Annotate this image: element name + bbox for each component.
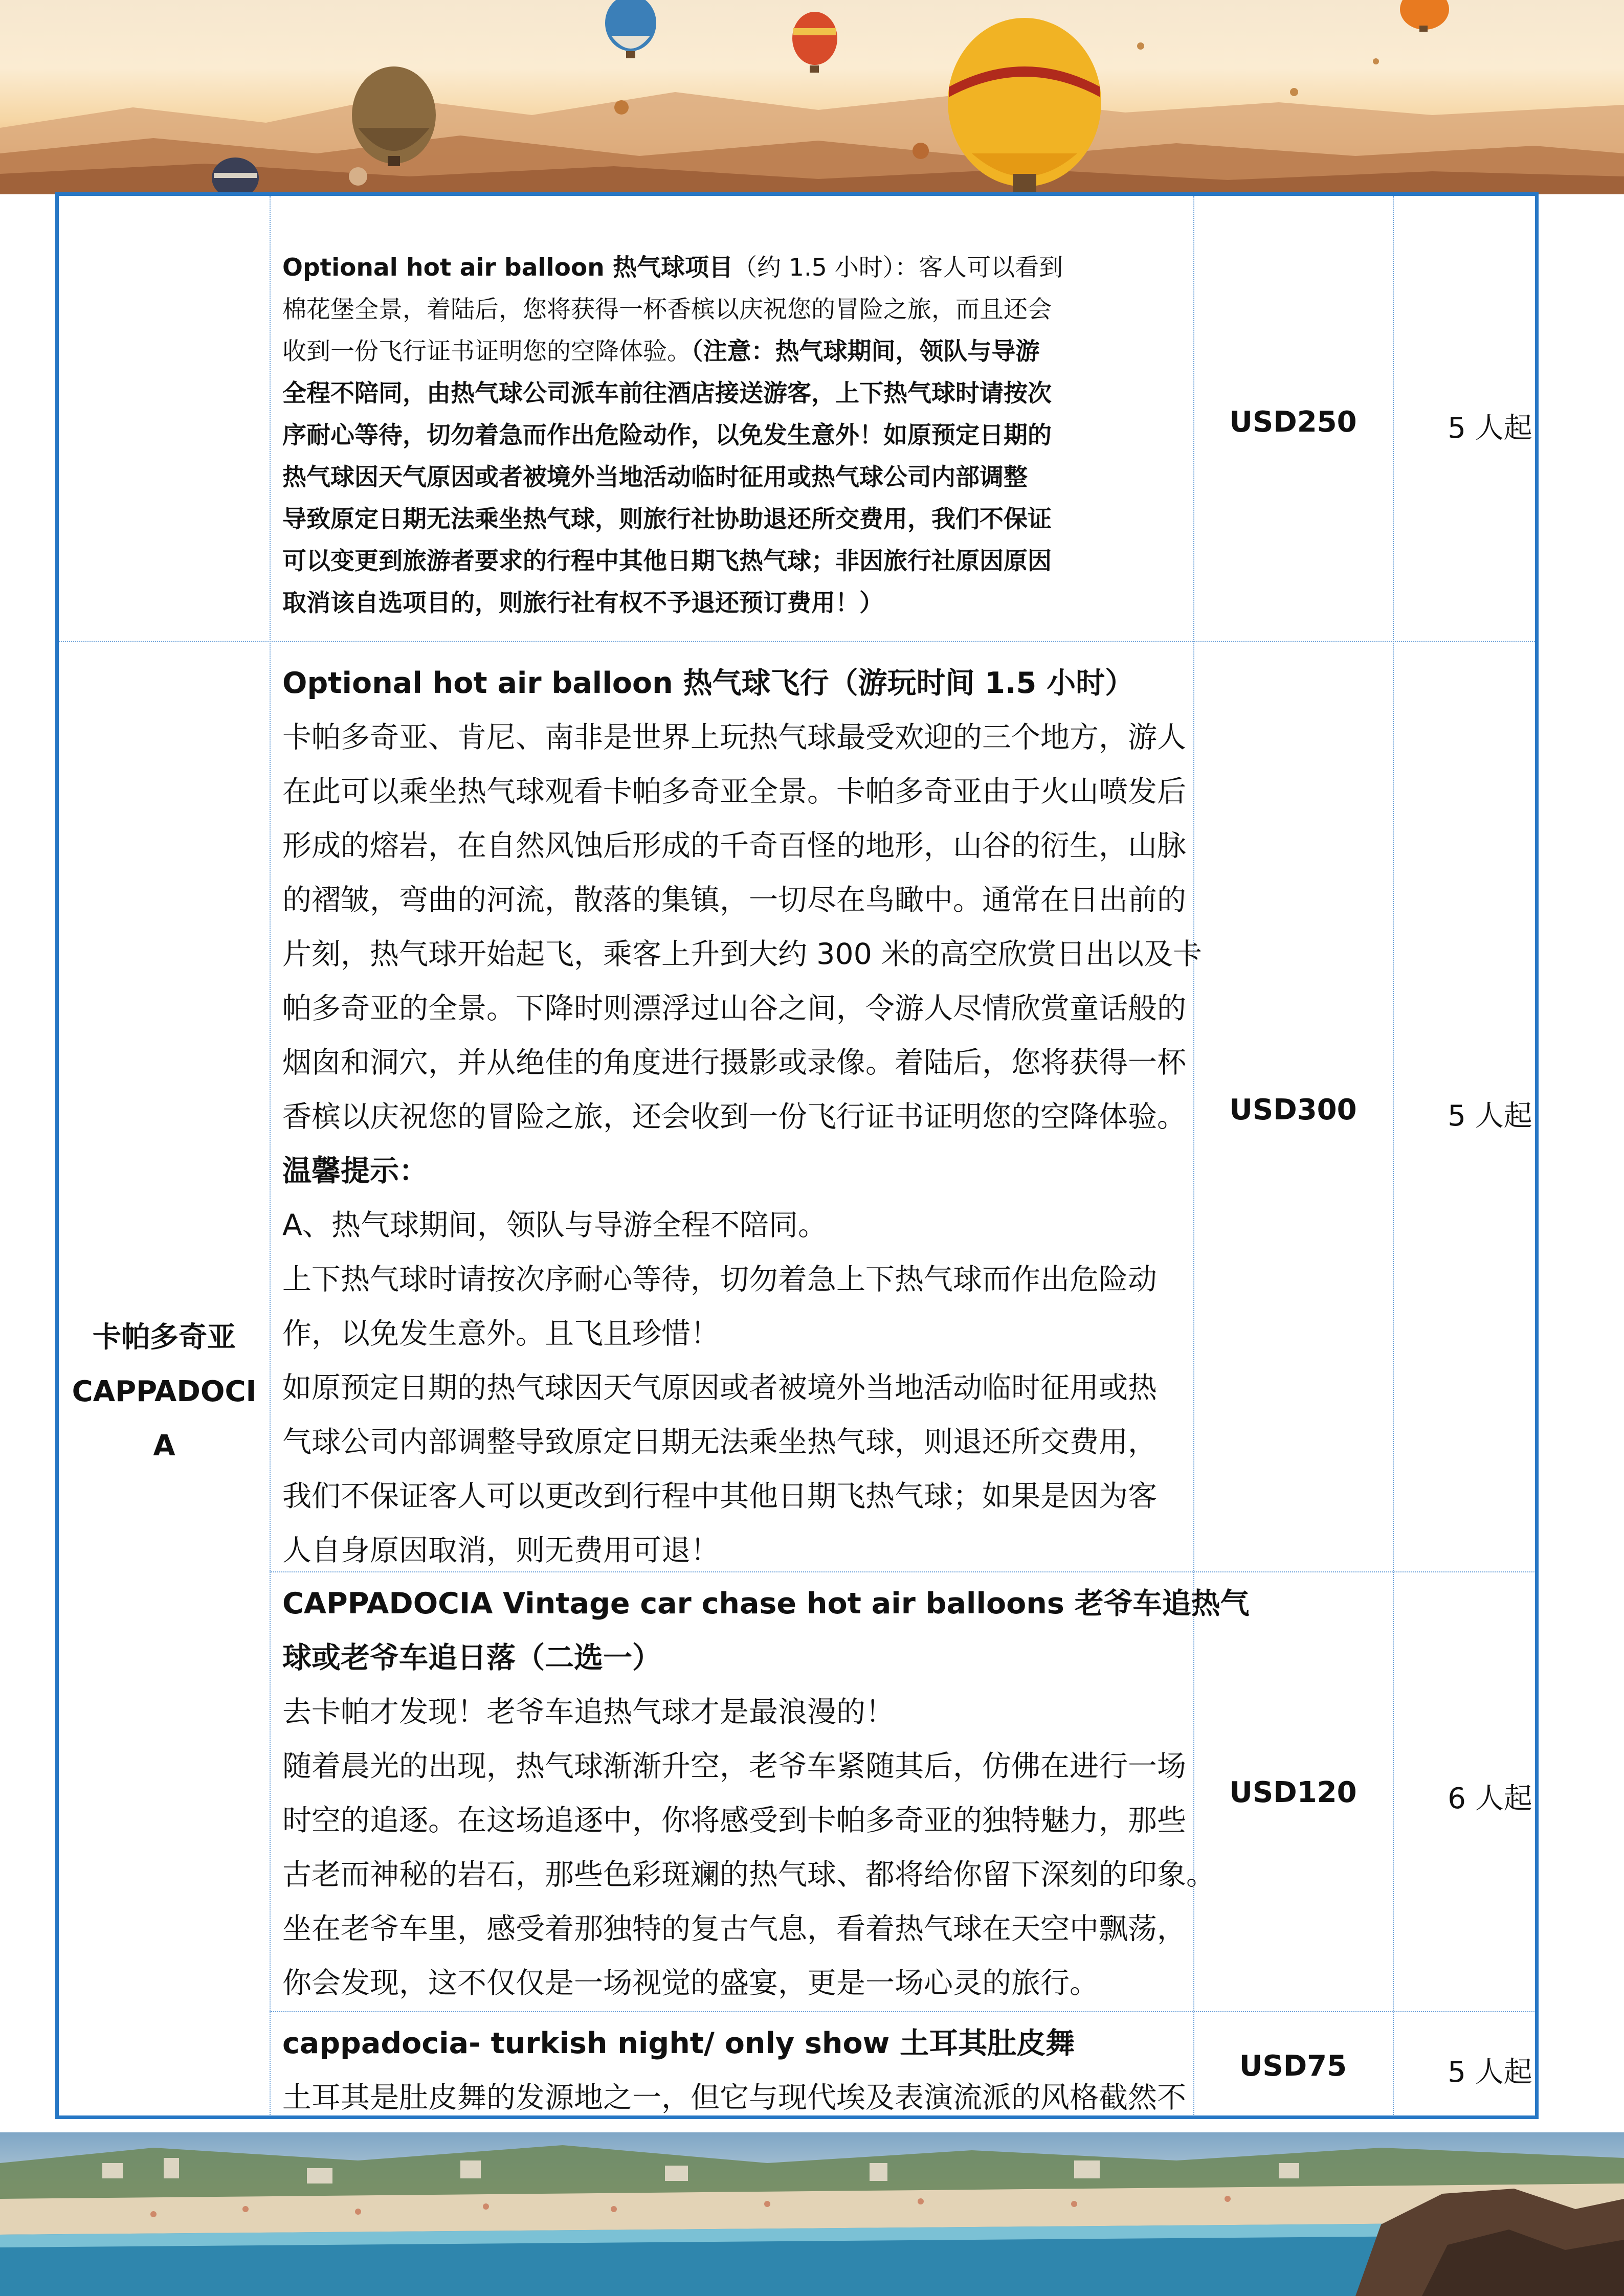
description-line [282,1252,1193,1307]
description-line [282,1144,1193,1198]
description-line [282,1415,1193,1469]
activity-description [282,247,1083,624]
description-line [282,1848,1215,1902]
description-text: 热气球因天气原因或者被境外当地活动临时征用或热气球公司内部调整 [282,463,1028,491]
description-text: 你会发现，这不仅仅是一场视觉的盛宴，更是一场心灵的旅行。 [282,1966,1099,2000]
description-text: A、热气球期间，领队与导游全程不陪同。 [282,1208,827,1242]
minimum-group-size: 5 人起 [1448,412,1532,445]
optional-activities-table [55,192,1539,2119]
region-name-en-line1: CAPPADOCI [72,1375,257,1408]
balloon-small-orange-icon [1400,0,1449,32]
region-label [59,1311,270,1473]
description-text: 烟囱和洞穴，并从绝佳的角度进行摄影或录像。着陆后，您将获得一杯 [282,1046,1186,1079]
activity-price: USD120 [1229,1776,1357,1809]
description-text: 片刻，热气球开始起飞，乘客上升到大约 300 米的高空欣赏日出以及卡 [282,937,1203,971]
description-line [282,1631,1193,1685]
description-text: 气球公司内部调整导致原定日期无法乘坐热气球，则退还所交费用， [282,1425,1157,1459]
description-line [282,1469,1193,1523]
description-line [282,457,1083,499]
beach-landscape-illustration [0,2132,1624,2296]
description-text: 棉花堡全景，着陆后，您将获得一杯香槟以庆祝您的冒险之旅，而且还会 [282,296,1052,324]
description-text: 香槟以庆祝您的冒险之旅，还会收到一份飞行证书证明您的空降体验。 [282,1100,1186,1134]
balloon-red-striped-icon [792,12,837,73]
description-text: Optional hot air balloon 热气球项目 [282,254,733,282]
description-text: （约 1.5 小时）：客人可以看到 [733,254,1063,282]
divider [1193,196,1194,2119]
description-text: 形成的熔岩，在自然风蚀后形成的千奇百怪的地形，山谷的衍生，山脉 [282,829,1186,863]
description-line [282,1036,1193,1090]
description-line [282,582,1083,624]
activity-description [282,1577,1250,2010]
header-banner-balloons [0,0,1624,194]
balloon-blue-icon [605,0,656,58]
description-line [282,415,1083,457]
description-text: 上下热气球时请按次序耐心等待，切勿着急上下热气球而作出危险动 [282,1263,1157,1296]
minimum-group-size: 5 人起 [1448,2056,1532,2089]
region-name-en-line2: A [153,1429,175,1462]
description-line [282,1739,1193,1793]
description-line [282,1307,1193,1361]
description-text: 如原预定日期的热气球因天气原因或者被境外当地活动临时征用或热 [282,1371,1157,1405]
description-line [282,1090,1193,1144]
description-text: 坐在老爷车里，感受着那独特的复古气息，看着热气球在天空中飘荡， [282,1912,1186,1946]
divider [270,2011,1538,2012]
footer-banner-beach [0,2132,1624,2296]
description-text: 导致原定日期无法乘坐热气球，则旅行社协助退还所交费用，我们不保证 [282,505,1052,533]
description-text: 时空的追逐。在这场追逐中，你将感受到卡帕多奇亚的独特魅力，那些 [282,1804,1186,1837]
description-text: Optional hot air balloon 热气球飞行（游玩时间 1.5 小时） [282,666,1134,700]
description-line [282,1685,1193,1739]
description-text: 在此可以乘坐热气球观看卡帕多奇亚全景。卡帕多奇亚由于火山喷发后 [282,775,1186,808]
description-text: 取消该自选项目的，则旅行社有权不予退还预订费用！） [282,589,883,617]
minimum-group-size: 5 人起 [1448,1099,1532,1133]
description-text: 收到一份飞行证书证明您的空降体验。 [282,337,691,366]
description-line [282,2070,1193,2119]
description-line [282,499,1083,541]
description-line [282,247,1083,289]
description-line [282,1956,1193,2010]
description-line [282,373,1083,415]
activity-price: USD250 [1229,406,1357,439]
description-line [282,927,1203,981]
description-line [282,1902,1193,1956]
description-line [282,1523,1193,1578]
description-text: 土耳其是肚皮舞的发源地之一，但它与现代埃及表演流派的风格截然不 [282,2081,1186,2114]
activity-price: USD75 [1239,2050,1347,2083]
description-text: 全程不陪同，由热气球公司派车前往酒店接送游客，上下热气球时请按次 [282,379,1052,408]
divider [59,641,1537,642]
description-line [282,2016,1193,2070]
description-text: 人自身原因取消，则无费用可退！ [282,1534,720,1567]
description-text: 序耐心等待，切勿着急而作出危险动作，以免发生意外！如原预定日期的 [282,421,1052,449]
description-text: CAPPADOCIA Vintage car chase hot air balloons 老爷车追热气 [282,1587,1250,1620]
description-line [282,981,1193,1036]
description-text: cappadocia- turkish night/ only show 土耳其肚皮舞 [282,2027,1075,2060]
minimum-group-size: 6 人起 [1448,1782,1532,1815]
description-text: 卡帕多奇亚、肯尼、南非是世界上玩热气球最受欢迎的三个地方，游人 [282,721,1186,754]
description-text: 古老而神秘的岩石，那些色彩斑斓的热气球、都将给你留下深刻的印象。 [282,1858,1215,1892]
description-line [282,1793,1193,1848]
activity-description [282,2016,1193,2119]
description-line [282,656,1193,710]
description-text: 帕多奇亚的全景。下降时则漂浮过山谷之间，令游人尽情欣赏童话般的 [282,992,1186,1025]
description-line [282,873,1193,927]
description-text: （注意：热气球期间，领队与导游 [691,337,1040,366]
description-line [282,1577,1250,1631]
description-line [282,1198,1193,1252]
description-text: 作，以免发生意外。且飞且珍惜！ [282,1317,720,1350]
description-text: 我们不保证客人可以更改到行程中其他日期飞热气球；如果是因为客 [282,1479,1157,1513]
description-line [282,289,1083,331]
description-line [282,710,1193,764]
description-text: 去卡帕才发现！老爷车追热气球才是最浪漫的！ [282,1695,895,1729]
divider [1393,196,1394,2119]
description-text: 可以变更到旅游者要求的行程中其他日期飞热气球；非因旅行社原因原因 [282,547,1052,575]
activity-description [282,656,1203,1578]
description-line [282,541,1083,582]
description-text: 温馨提示： [282,1154,428,1188]
region-name-cn: 卡帕多奇亚 [93,1321,236,1354]
description-line [282,764,1193,819]
description-text: 球或老爷车追日落（二选一） [282,1641,661,1675]
description-text: 的褶皱，弯曲的河流，散落的集镇，一切尽在鸟瞰中。通常在日出前的 [282,883,1186,917]
description-text: 随着晨光的出现，热气球渐渐升空，老爷车紧随其后，仿佛在进行一场 [282,1749,1186,1783]
activity-price: USD300 [1229,1093,1357,1127]
description-line [282,1361,1193,1415]
description-line [282,819,1193,873]
description-line [282,331,1083,373]
divider [270,196,271,2119]
balloon-landscape-illustration [0,0,1624,194]
